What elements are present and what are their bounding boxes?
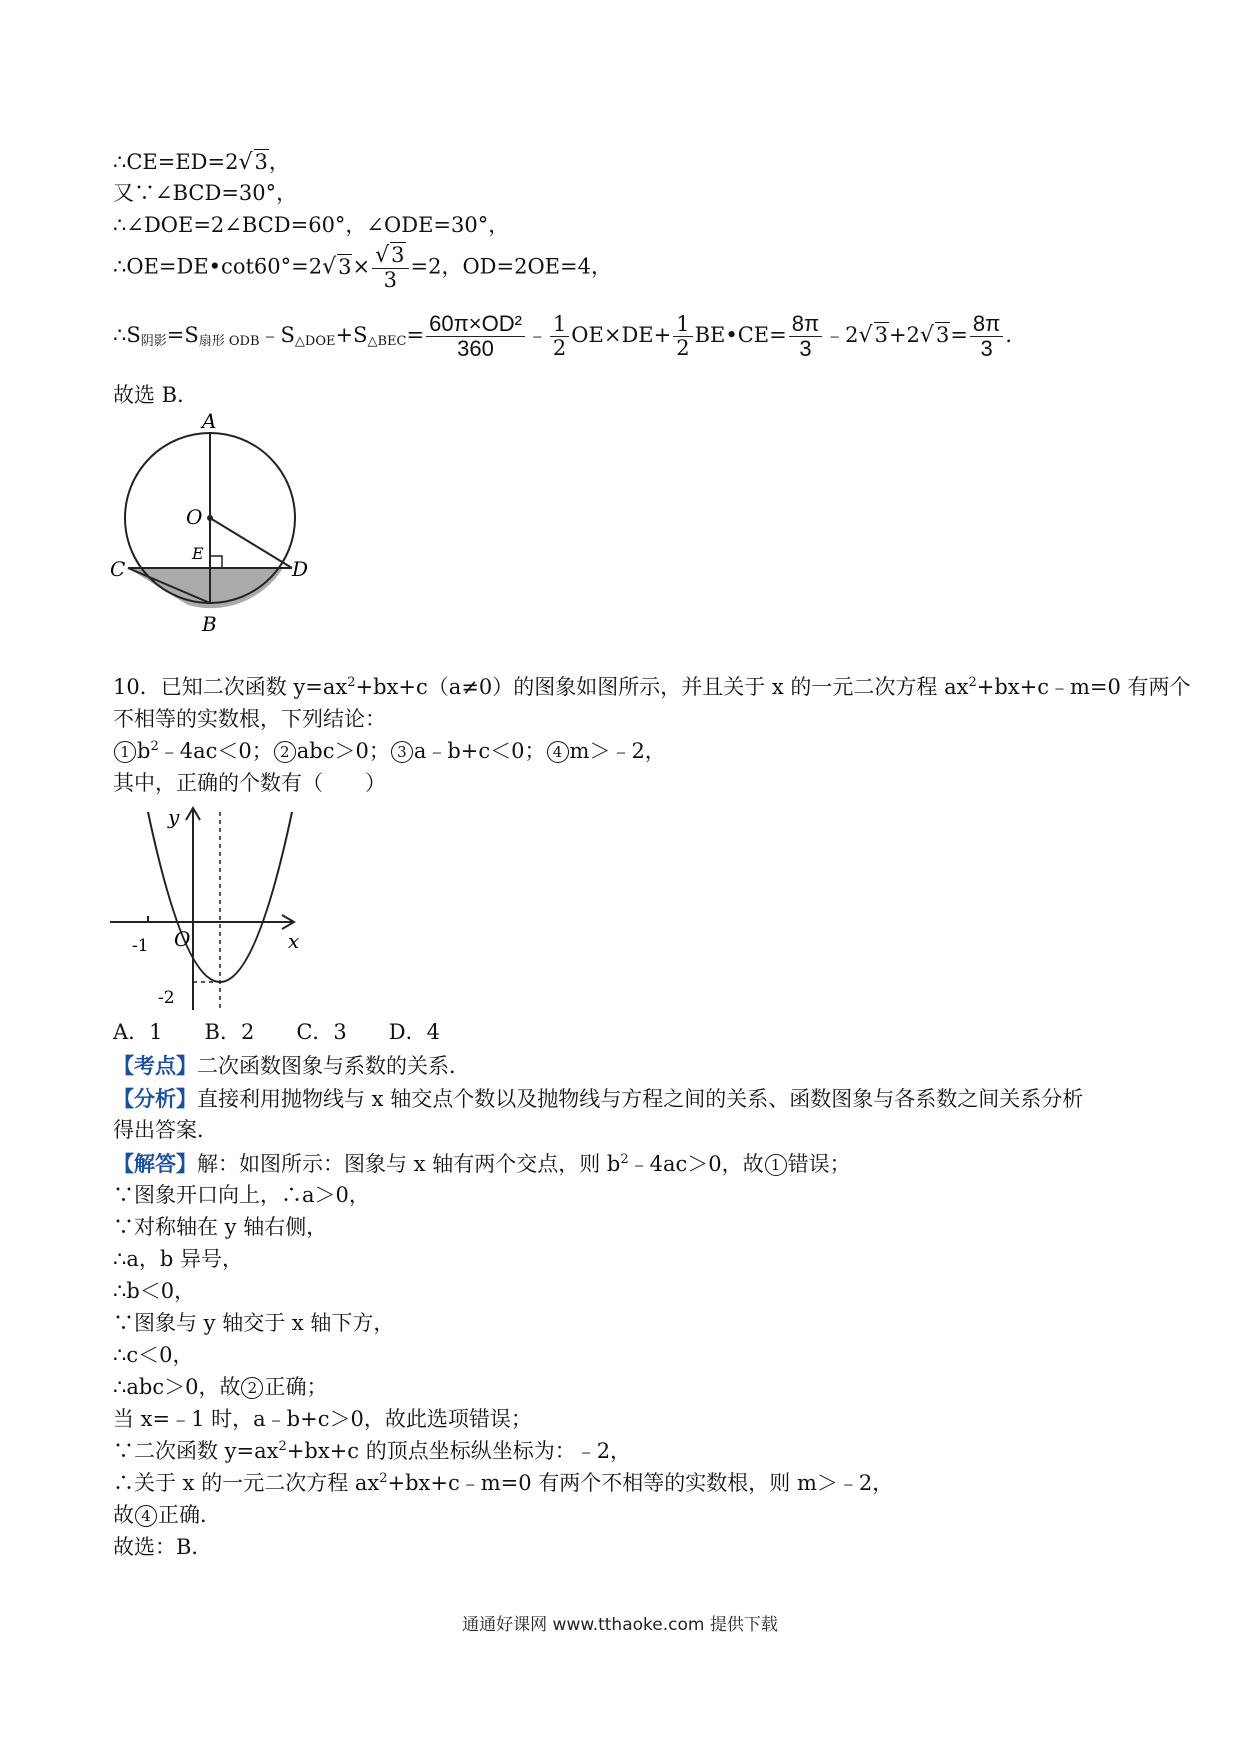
solution-line-3: ∴∠DOE=2∠BCD=60°，∠ODE=30°，: [113, 213, 510, 237]
fenxi-line-2: 得出答案．: [113, 1118, 218, 1142]
question-10-line-4: 其中，正确的个数有（ ）: [113, 771, 386, 795]
solution-line-4: ∴OE=DE•cot60°=2√3× $\frac{√3}{3}$ =2，OD=2OE=4，: [113, 243, 612, 293]
label-y: y: [168, 805, 180, 829]
label-d: D: [292, 557, 309, 581]
step-6: ∴c＜0，: [113, 1343, 194, 1367]
center-point: [207, 515, 213, 521]
label-a: A: [202, 409, 217, 433]
label-o: O: [186, 505, 203, 529]
label-x: x: [288, 929, 300, 953]
kaodian-line: 【考点】二次函数图象与系数的关系．: [113, 1053, 470, 1078]
solution-answer-9: 故选 B．: [113, 383, 199, 407]
jieda-line-1: 【解答】解：如图所示：图象与 x 轴有两个交点，则 $b^2﹣4ac>0$，故 1 错误；: [113, 1151, 851, 1176]
question-10-line-1: 10．已知二次函数 $y=ax^2+bx+c(a\ne 0)$的图象如图所示，并且关于 x 的一元二次方程 $ax^2+bx+c﹣m=0$ 有两个: [113, 675, 1191, 699]
step-7: ∴abc＞0，故 2 正确；: [113, 1375, 328, 1399]
step-11: 故 4 正确．: [113, 1503, 221, 1527]
solution-line-5: $\therefore S_{阴影}=S_{扇形 ODB}﹣S_{\triangle DOE}+S_{\triangle BEC}=$ $\frac{\text{60π×OD²}}{360}$ ﹣ $\frac{1}{2}$ OE×DE+ $\frac{1}{2}$ BE•CE= $\frac{8\pi}{3}$ ﹣2√3+2√3= $\frac{8\pi}{3}$ ．: [113, 311, 1027, 362]
final-answer: 故选：B．: [113, 1535, 213, 1559]
step-9: ∵二次函数 $y=ax^2+bx+c$ 的顶点坐标纵坐标为：﹣2，: [113, 1439, 632, 1463]
label-c: C: [110, 557, 126, 581]
step-5: ∵图象与 y 轴交于 x 轴下方，: [113, 1311, 395, 1335]
parabola-figure: [110, 800, 310, 1025]
label-e: E: [192, 544, 204, 563]
label-b: B: [202, 612, 217, 636]
circle-figure: [110, 408, 310, 640]
step-4: ∴b＜0，: [113, 1279, 196, 1303]
step-8: 当 x=﹣1 时，a﹣b+c＞0，故此选项错误；: [113, 1407, 532, 1431]
fenxi-line-1: 【分析】直接利用抛物线与 x 轴交点个数以及抛物线与方程之间的关系、函数图象与各系数之间关系分析: [113, 1086, 1084, 1111]
label-origin: O: [174, 927, 191, 951]
solution-line-1: ∴CE=ED=2√3，: [113, 150, 290, 175]
question-10-line-2: 不相等的实数根，下列结论：: [113, 707, 386, 731]
answer-options: A．1 B．2 C．3 D．4: [113, 1020, 440, 1044]
step-2: ∵对称轴在 y 轴右侧，: [113, 1215, 328, 1239]
step-3: ∴a，b 异号，: [113, 1247, 243, 1271]
solution-line-2: 又∵∠BCD=30°，: [113, 181, 298, 205]
step-1: ∵图象开口向上，∴a＞0，: [113, 1183, 370, 1207]
step-10: ∴关于 x 的一元二次方程 $ax^2+bx+c﹣m=0$ 有两个不相等的实数根，则 m＞﹣2，: [113, 1471, 894, 1495]
label-minus-2: -2: [158, 988, 175, 1008]
page-footer: 通通好课网 www.tthaoke.com 提供下载: [462, 1615, 778, 1635]
right-angle-mark: [210, 556, 222, 568]
label-minus-1: -1: [132, 936, 149, 956]
question-10-conclusions: 1 $b^2﹣4ac<0$； 2 abc＞0； 3 a﹣b+c＜0； 4 m＞﹣2，: [113, 739, 666, 764]
